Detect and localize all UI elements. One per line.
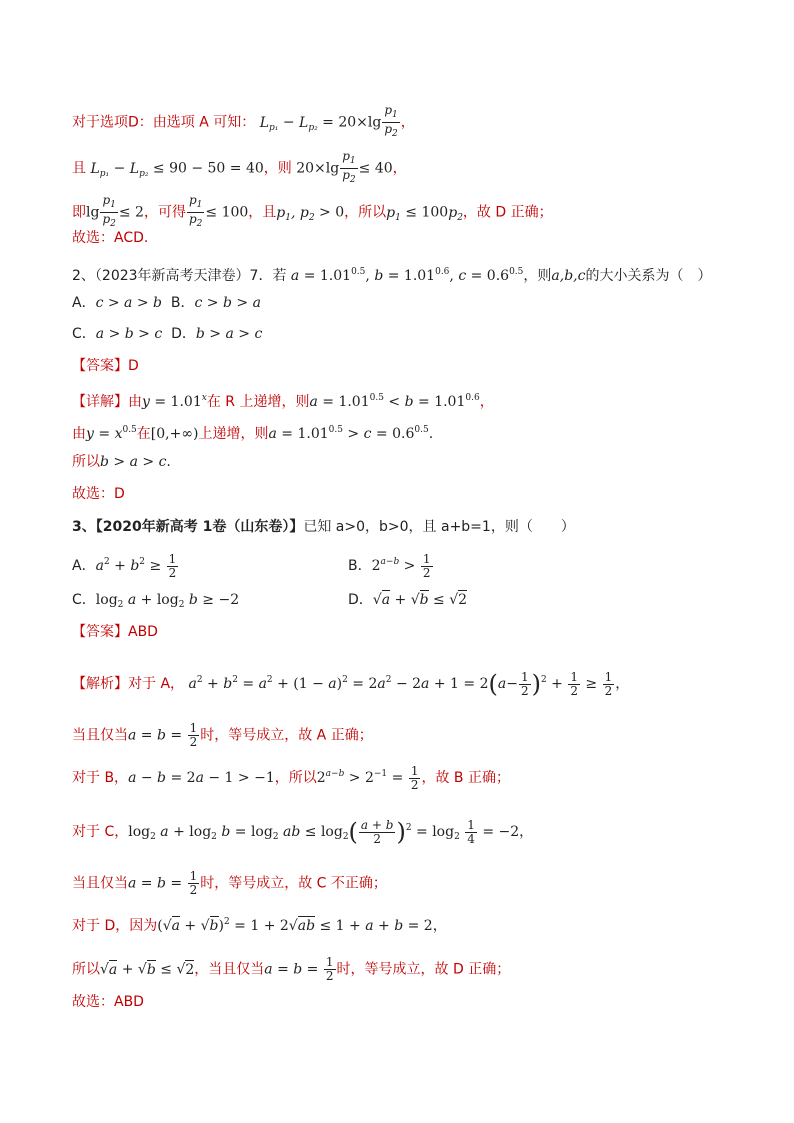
question-2-detail-3: 所以b > a > c. (72, 454, 171, 470)
question-3-select: 故选：ABD (72, 994, 144, 1010)
question-2-options-ab: A．c > a > b B．c > b > a (72, 295, 261, 311)
solution-line-1: 对于选项D：由选项 A 可知： $L_{p_1} - L_{p_2} = 20\times\lg$ $\frac{p_1}{p_2}$ ， (72, 103, 415, 139)
question-3-analysis-d-eq: 所以√a + √b ≤ √2，当且仅当a = b = $\frac{1}{2}$ 时，等号成立，故 D 正确； (72, 955, 511, 983)
question-3-analysis-a: 【解析】对于 A， $a^2 + b^2 = a^2 + (1 - a)^2 = 2a^2 - 2a + 1 = 2(a-$ $\frac{1}{2}$ )$^2$ + $\frac{1}{2}$ ≥ $\frac{1}{2}$ ， (72, 669, 630, 698)
question-2-detail-2: 由$y = x^{0.5}$在[0,+∞)上递增，则$a = 1.01^{0.5} > c = 0.6^{0.5}$. (72, 425, 434, 442)
question-3-option-d: D．√a + √b ≤ √2 (348, 592, 468, 608)
solution-select: 故选：ACD. (72, 230, 149, 246)
question-3-option-c: C．$\log_2 a + \log_2 b \ge -2$ (72, 592, 240, 610)
question-3-analysis-b: 对于 B，a − b = 2a − 1 > −1，所以$2^{a-b} > 2^{-1}$ = $\frac{1}{2}$ ，故 B 正确； (72, 763, 510, 792)
solution-line-2: 且 $L_{p_1} - L_{p_2} \le 90 - 50 = 40$，则 20×lg $\frac{p_1}{p_2}$ ≤ 40， (72, 149, 407, 185)
question-3-analysis-d: 对于 D，因为$(√a + √b)^2 = 1 + 2√ab \le 1 + a + b = 2$， (72, 917, 447, 934)
question-2-stem: 2、（2023年新高考天津卷）7．若 $a = 1.01^{0.5}$, $b = 1.01^{0.6}$, $c = 0.6^{0.5}$，则a,b,c的大小关系为（ ） (72, 267, 712, 284)
question-3-option-a: A．$a^2 + b^2$ ≥ $\frac{1}{2}$ (72, 551, 177, 580)
question-2-answer: 【答案】D (72, 358, 139, 374)
question-3-stem: 3、【2020年新高考 1卷（山东卷）】已知 a>0，b>0，且 a+b=1，则（ ） (72, 519, 575, 535)
question-2-options-cd: C．a > b > c D．b > a > c (72, 326, 263, 342)
question-3-analysis-c-eq: 当且仅当a = b = $\frac{1}{2}$ 时，等号成立，故 C 不正确； (72, 869, 387, 897)
question-3-analysis-c: 对于 C，$\log_2 a + \log_2 b = \log_2$ ab ≤ $\log_2$( $\frac{a + b}{2}$ )$^2 = \log_2$ $\frac{1}{4}$ = −2， (72, 817, 534, 846)
question-2-detail-1: 【详解】由$y = 1.01^x$在 R 上递增，则$a = 1.01^{0.5} < b = 1.01^{0.6}$， (72, 393, 494, 410)
question-2-select: 故选：D (72, 486, 125, 502)
question-3-answer: 【答案】ABD (72, 624, 158, 640)
solution-line-3: 即lg $\frac{p_1}{p_2}$ ≤ 2，可得 $\frac{p_1}{p_2}$ ≤ 100，且$p_1$, $p_2 > 0$，所以$p_1 \le 100p_2$，故 D 正确； (72, 193, 553, 229)
question-3-analysis-a-eq: 当且仅当a = b = $\frac{1}{2}$ 时，等号成立，故 A 正确； (72, 721, 373, 749)
question-3-option-b: B．$2^{a-b}$ > $\frac{1}{2}$ (348, 551, 431, 580)
